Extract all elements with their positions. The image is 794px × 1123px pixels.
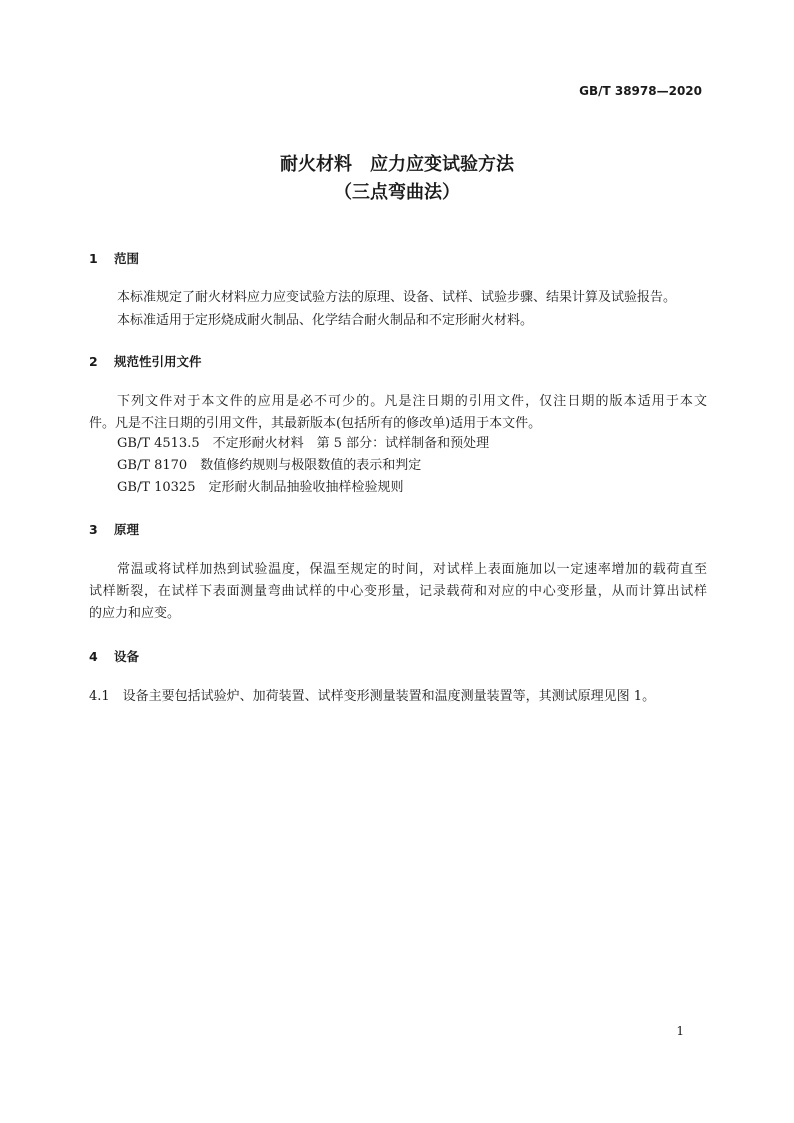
section-title: 原理	[114, 522, 140, 537]
standard-number: GB/T 38978—2020	[579, 84, 702, 98]
reference-item: GB/T 8170 数值修约规则与极限数值的表示和判定	[117, 458, 422, 473]
section-heading-principle	[89, 520, 139, 538]
section-heading-scope	[89, 249, 139, 267]
section-number: 3	[89, 522, 98, 537]
section-title: 设备	[114, 649, 140, 664]
reference-item: GB/T 4513.5 不定形耐火材料 第 5 部分：试样制备和预处理	[117, 436, 490, 451]
section-heading-normative-references	[89, 352, 202, 370]
paragraph-line: 本标准适用于定形烧成耐火制品、化学结合耐火制品和不定形耐火材料。	[117, 313, 534, 328]
section-number: 4	[89, 649, 98, 664]
section-number: 2	[89, 354, 98, 369]
section-heading-equipment	[89, 647, 139, 665]
page-number: 1	[676, 1024, 684, 1038]
section-title: 规范性引用文件	[114, 354, 202, 369]
document-subtitle: （三点弯曲法）	[334, 182, 460, 203]
clause-4-1: 4.1 设备主要包括试验炉、加荷装置、试样变形测量装置和温度测量装置等，其测试原理见图 1。	[89, 689, 656, 704]
paragraph-line: 下列文件对于本文件的应用是必不可少的。凡是注日期的引用文件，仅注日期的版本适用于本文	[117, 394, 707, 409]
paragraph-line: 的应力和应变。	[89, 606, 181, 621]
reference-item: GB/T 10325 定形耐火制品抽验收抽样检验规则	[117, 480, 404, 495]
section-number: 1	[89, 251, 98, 266]
paragraph-line: 件。凡是不注日期的引用文件，其最新版本(包括所有的修改单)适用于本文件。	[89, 416, 542, 431]
paragraph-line: 常温或将试样加热到试验温度，保温至规定的时间，对试样上表面施加以一定速率增加的载荷直至	[117, 562, 707, 577]
paragraph-line: 试样断裂，在试样下表面测量弯曲试样的中心变形量，记录载荷和对应的中心变形量，从而计算出试样	[89, 584, 707, 599]
paragraph-line: 本标准规定了耐火材料应力应变试验方法的原理、设备、试样、试验步骤、结果计算及试验报告。	[117, 290, 677, 305]
section-title: 范围	[114, 251, 140, 266]
document-title: 耐火材料 应力应变试验方法	[280, 154, 514, 175]
